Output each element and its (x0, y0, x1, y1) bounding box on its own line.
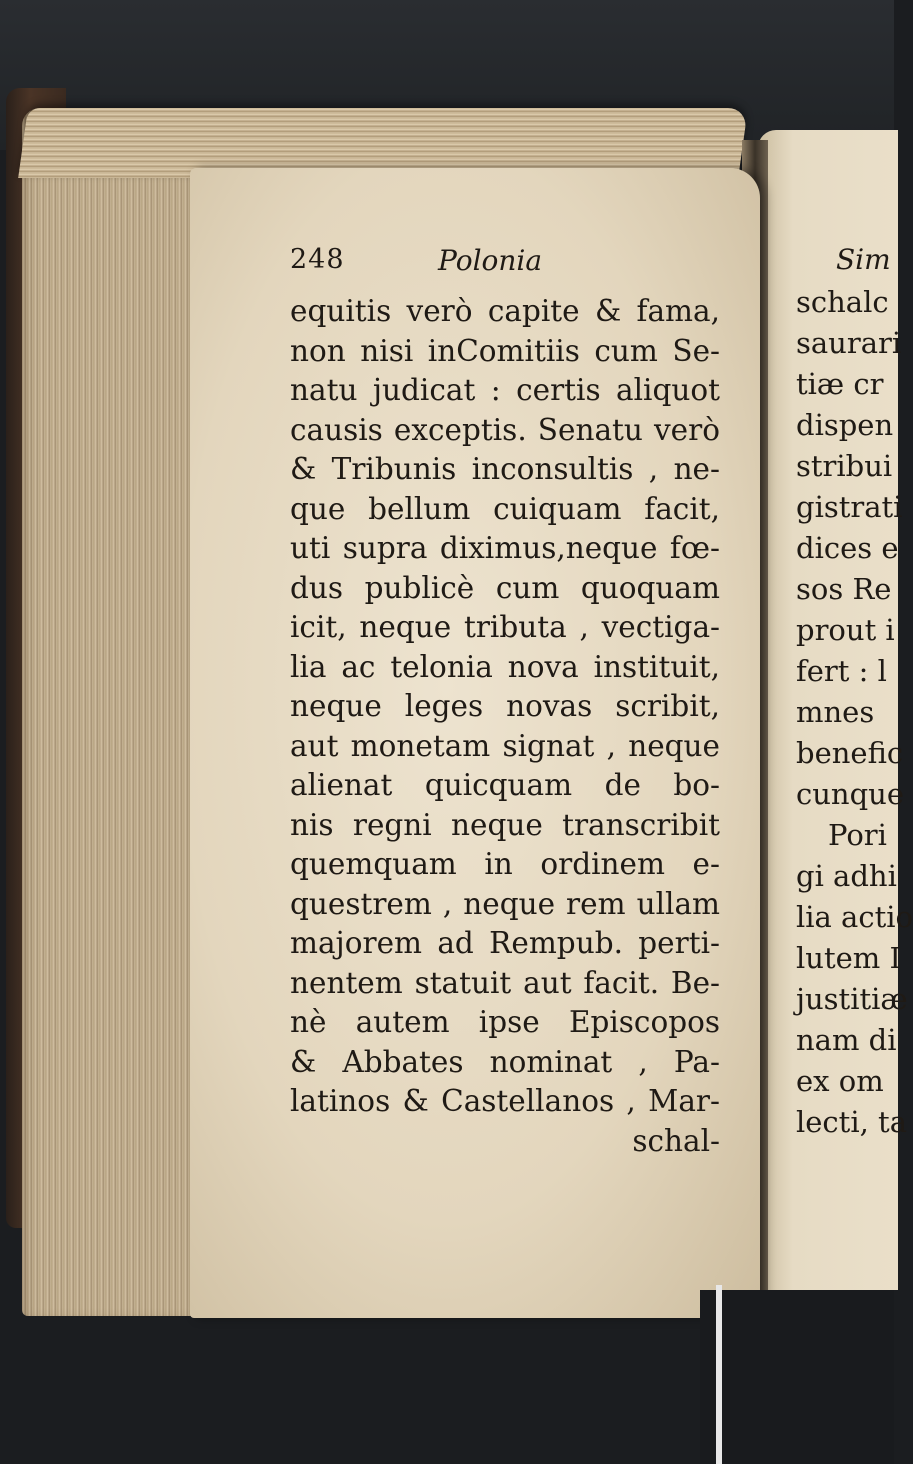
right-running-head: Sim (836, 243, 891, 276)
text-line: aut monetam signat , neque (290, 728, 720, 763)
text-line: tiæ cr (796, 367, 884, 401)
text-line: mnes (796, 695, 875, 729)
text-line: justitiæ (796, 982, 908, 1016)
text-line: & Abbates nominat , Pa- (290, 1044, 720, 1079)
background-bottom (700, 1290, 894, 1464)
text-line: latinos & Castellanos , Mar- (290, 1084, 720, 1118)
text-line: dus publicè cum quoquam (290, 570, 720, 605)
text-line: & Tribunis inconsultis , ne- (290, 452, 720, 486)
right-page-text (796, 238, 913, 1143)
text-line: dices e (796, 531, 899, 565)
text-line: que bellum cuiquam facit, (290, 491, 720, 526)
scan-edge-strip (716, 1285, 722, 1464)
text-line: gistrati (796, 490, 903, 524)
text-line: lutem I (796, 941, 901, 975)
text-line: lia ac telonia nova instituit, (290, 649, 720, 684)
text-line: benefic (796, 736, 904, 770)
text-line: non nisi inComitiis cum Se- (290, 333, 720, 368)
text-line: ex om (796, 1064, 884, 1098)
text-line: nè autem ipse Episcopos (290, 1005, 720, 1039)
text-line: nam di (796, 1023, 897, 1057)
text-line: majorem ad Rempub. perti- (290, 926, 720, 960)
text-line: fert : l (796, 654, 887, 688)
text-line: sos Re (796, 572, 892, 606)
text-line: gi adhi (796, 859, 897, 893)
text-line: dispen (796, 408, 894, 442)
text-line: schalc (796, 285, 889, 319)
running-head-title: Polonia (438, 244, 543, 277)
text-line: nentem statuit aut facit. Be- (290, 965, 720, 1000)
catchword: schal- (632, 1123, 720, 1158)
text-line: alienat quicquam de bo- (290, 768, 720, 802)
text-line: cunque (796, 777, 904, 811)
text-line: questrem , neque rem ullam (290, 886, 720, 921)
text-line: lia actio (796, 900, 913, 934)
text-line: saurari (796, 326, 902, 360)
text-line: natu judicat : certis aliquot (290, 373, 720, 407)
text-line: quemquam in ordinem e- (290, 847, 720, 881)
text-line: icit, neque tributa , vectiga- (290, 610, 720, 644)
text-line: causis exceptis. Senatu verò (290, 412, 720, 447)
text-line: uti supra diximus,neque fœ- (290, 531, 720, 565)
text-line: Pori (828, 818, 887, 852)
left-page-text (290, 244, 720, 1161)
text-line: lecti, ta (796, 1105, 907, 1139)
body-text (290, 292, 720, 1161)
text-line: nis regni neque transcribit (290, 807, 720, 842)
page-number: 248 (290, 244, 345, 275)
text-line: prout i (796, 613, 895, 647)
text-line: neque leges novas scribit, (290, 689, 720, 723)
text-line: equitis verò capite & fama, (290, 294, 720, 328)
running-head (290, 244, 720, 288)
text-line: stribui (796, 449, 893, 483)
